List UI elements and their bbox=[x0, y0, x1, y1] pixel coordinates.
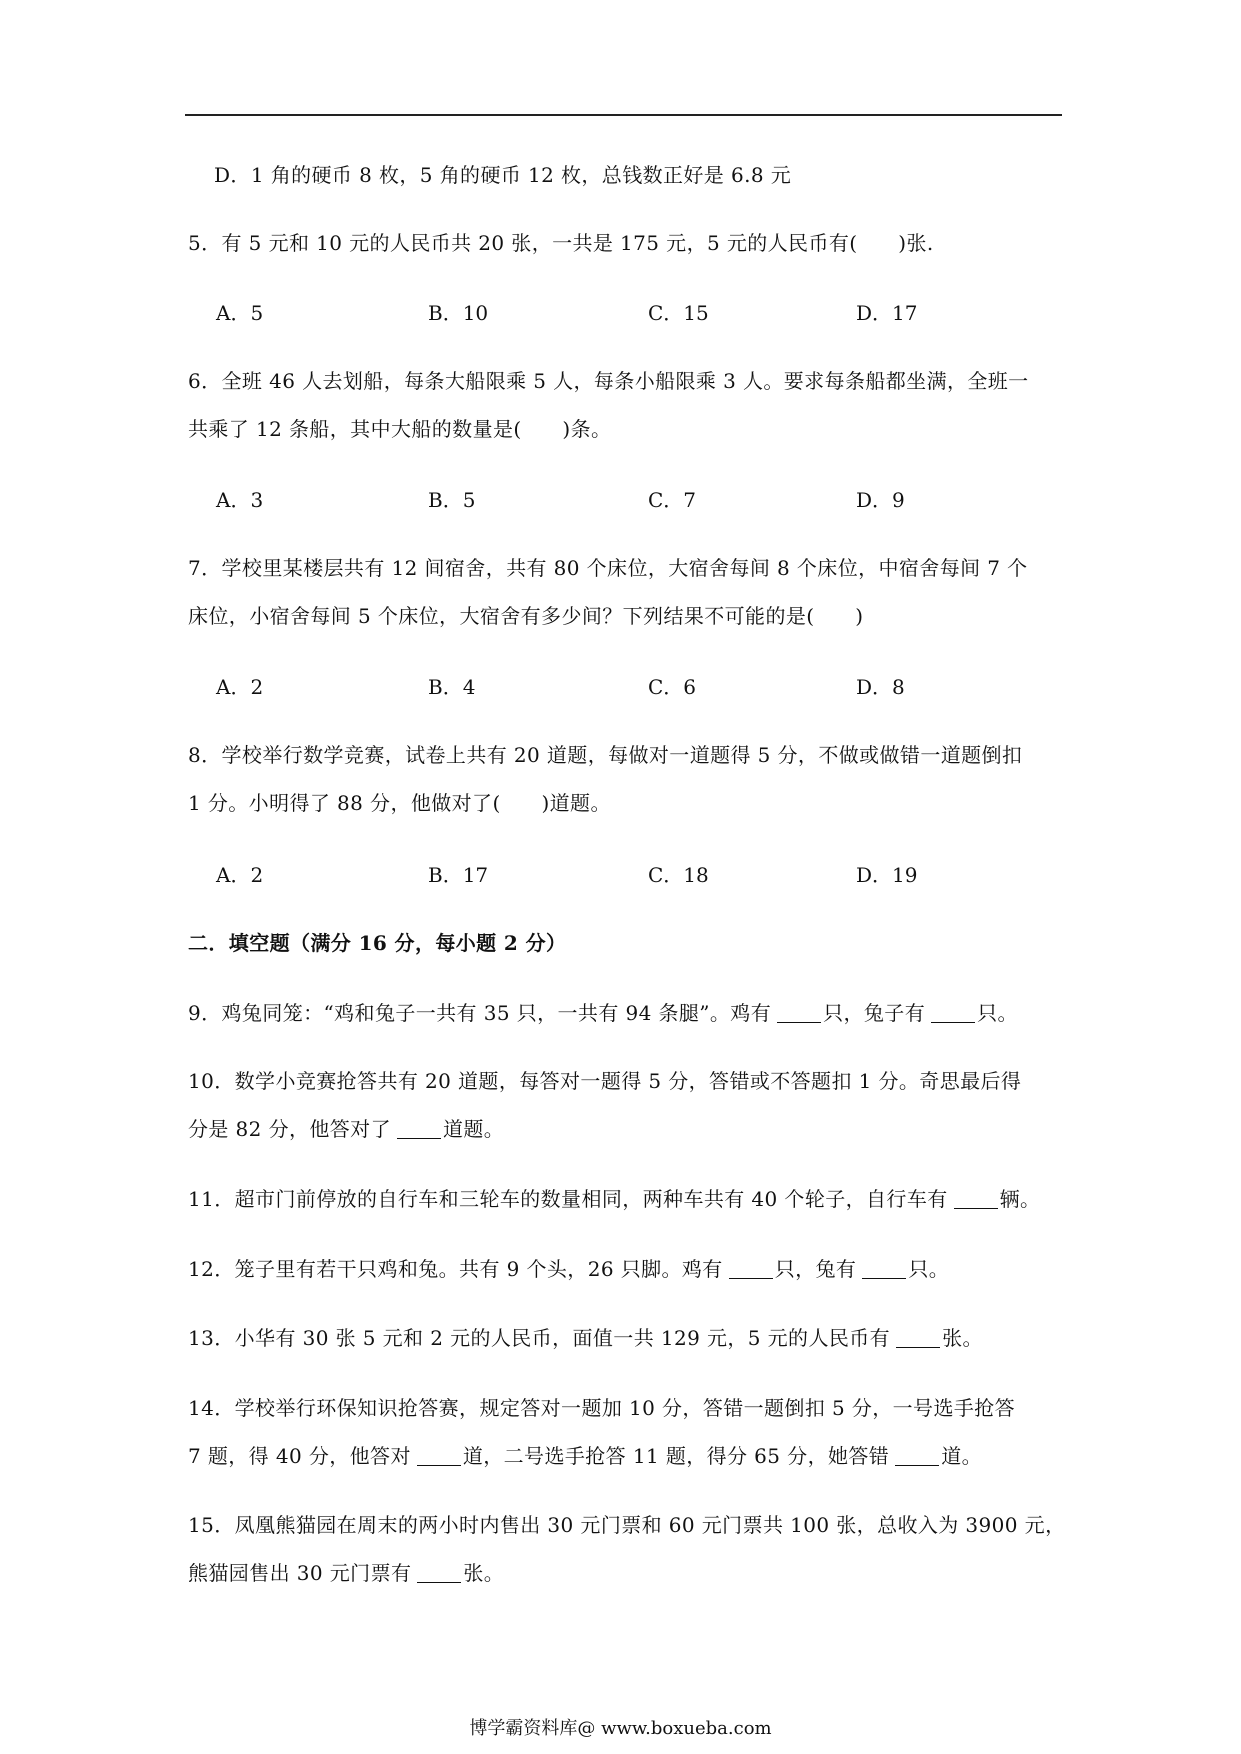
q14-line2 bbox=[188, 1442, 982, 1470]
q7-option-b: B．4 bbox=[428, 675, 476, 699]
header-rule bbox=[185, 114, 1062, 116]
q6-option-c: C．7 bbox=[648, 488, 697, 512]
q8-options bbox=[188, 861, 988, 889]
section-heading: 二．填空题（满分 16 分，每小题 2 分） bbox=[188, 931, 567, 955]
q6-stem-line2: 共乘了 12 条船，其中大船的数量是( )条。 bbox=[188, 417, 612, 441]
q12-blank-2 bbox=[862, 1258, 906, 1279]
q15-text-1: 熊猫园售出 30 元门票有 bbox=[188, 1561, 412, 1585]
q5-option-d: D．17 bbox=[856, 301, 918, 325]
q7-stem-line1: 7．学校里某楼层共有 12 间宿舍，共有 80 个床位，大宿舍每间 8 个床位，中宿舍每间 7 个 bbox=[188, 556, 1028, 580]
q6-option-a: A．3 bbox=[216, 488, 264, 512]
q13-text-2: 张。 bbox=[942, 1326, 983, 1350]
q5-option-a: A．5 bbox=[216, 301, 264, 325]
q9-text-3: 只。 bbox=[977, 1001, 1018, 1025]
q6-option-d: D．9 bbox=[856, 488, 905, 512]
q7-option-a: A．2 bbox=[216, 675, 264, 699]
q5-option-b: B．10 bbox=[428, 301, 489, 325]
footer-watermark: 博学霸资料库@ www.boxueba.com bbox=[469, 1718, 772, 1739]
q8-option-a: A．2 bbox=[216, 863, 264, 887]
q5-options bbox=[188, 299, 988, 327]
q15-text-2: 张。 bbox=[463, 1561, 505, 1585]
q15-line1: 15．凤凰熊猫园在周末的两小时内售出 30 元门票和 60 元门票共 100 张，总收入为 3900 元， bbox=[188, 1513, 1066, 1537]
q8-option-d: D．19 bbox=[856, 863, 918, 887]
q7-option-d: D．8 bbox=[856, 675, 905, 699]
q13-line bbox=[188, 1324, 983, 1352]
q7-options bbox=[188, 673, 988, 701]
q9-blank-2 bbox=[931, 1002, 975, 1023]
q12-text-3: 只。 bbox=[908, 1257, 950, 1281]
q5-option-c: C．15 bbox=[648, 301, 709, 325]
q11-blank bbox=[954, 1188, 998, 1209]
q12-text-1: 12．笼子里有若干只鸡和兔。共有 9 个头，26 只脚。鸡有 bbox=[188, 1257, 723, 1281]
q12-blank-1 bbox=[729, 1258, 773, 1279]
q9-text-1: 9．鸡兔同笼：“鸡和兔子一共有 35 只，一共有 94 条腿”。鸡有 bbox=[188, 1001, 772, 1025]
q5-stem: 5．有 5 元和 10 元的人民币共 20 张，一共是 175 元，5 元的人民币有( )张. bbox=[188, 231, 934, 255]
q13-blank bbox=[896, 1327, 940, 1348]
q7-stem-line2: 床位，小宿舍每间 5 个床位，大宿舍有多少间？下列结果不可能的是( ) bbox=[188, 604, 864, 628]
q9-line bbox=[188, 999, 1018, 1027]
q10-blank bbox=[397, 1118, 441, 1139]
q13-text-1: 13．小华有 30 张 5 元和 2 元的人民币，面值一共 129 元，5 元的人民币有 bbox=[188, 1326, 891, 1350]
q6-option-b: B．5 bbox=[428, 488, 476, 512]
q11-line bbox=[188, 1185, 1040, 1213]
q10-text-2: 道题。 bbox=[442, 1117, 505, 1141]
q4-option-d: D．1 角的硬币 8 枚，5 角的硬币 12 枚，总钱数正好是 6.8 元 bbox=[214, 163, 792, 187]
q15-line2 bbox=[188, 1559, 504, 1587]
q12-line bbox=[188, 1255, 949, 1283]
q14-line1: 14．学校举行环保知识抢答赛，规定答对一题加 10 分，答错一题倒扣 5 分，一号选手抢答 bbox=[188, 1396, 1016, 1420]
q12-text-2: 只，兔有 bbox=[774, 1257, 857, 1281]
q8-stem-line1: 8．学校举行数学竞赛，试卷上共有 20 道题，每做对一道题得 5 分，不做或做错一道题倒扣 bbox=[188, 743, 1023, 767]
q14-text-3: 道。 bbox=[941, 1444, 982, 1468]
q7-option-c: C．6 bbox=[648, 675, 697, 699]
q8-stem-line2: 1 分。小明得了 88 分，他做对了( )道题。 bbox=[188, 791, 611, 815]
q8-option-b: B．17 bbox=[428, 863, 489, 887]
q9-blank-1 bbox=[777, 1002, 821, 1023]
q6-stem-line1: 6．全班 46 人去划船，每条大船限乘 5 人，每条小船限乘 3 人。要求每条船都坐满，全班一 bbox=[188, 369, 1029, 393]
q15-blank bbox=[417, 1562, 461, 1583]
q10-line1: 10．数学小竞赛抢答共有 20 道题，每答对一题得 5 分，答错或不答题扣 1 分。奇思最后得 bbox=[188, 1069, 1022, 1093]
q8-option-c: C．18 bbox=[648, 863, 709, 887]
q14-text-2: 道，二号选手抢答 11 题，得分 65 分，她答错 bbox=[462, 1444, 890, 1468]
q10-text-1: 分是 82 分，他答对了 bbox=[188, 1117, 391, 1141]
q11-text-2: 辆。 bbox=[999, 1187, 1041, 1211]
q11-text-1: 11．超市门前停放的自行车和三轮车的数量相同，两种车共有 40 个轮子，自行车有 bbox=[188, 1187, 948, 1211]
q10-line2 bbox=[188, 1115, 504, 1143]
q14-blank-2 bbox=[895, 1445, 939, 1466]
q9-text-2: 只，兔子有 bbox=[823, 1001, 926, 1025]
q14-text-1: 7 题，得 40 分，他答对 bbox=[188, 1444, 411, 1468]
q14-blank-1 bbox=[417, 1445, 461, 1466]
q6-options bbox=[188, 486, 988, 514]
